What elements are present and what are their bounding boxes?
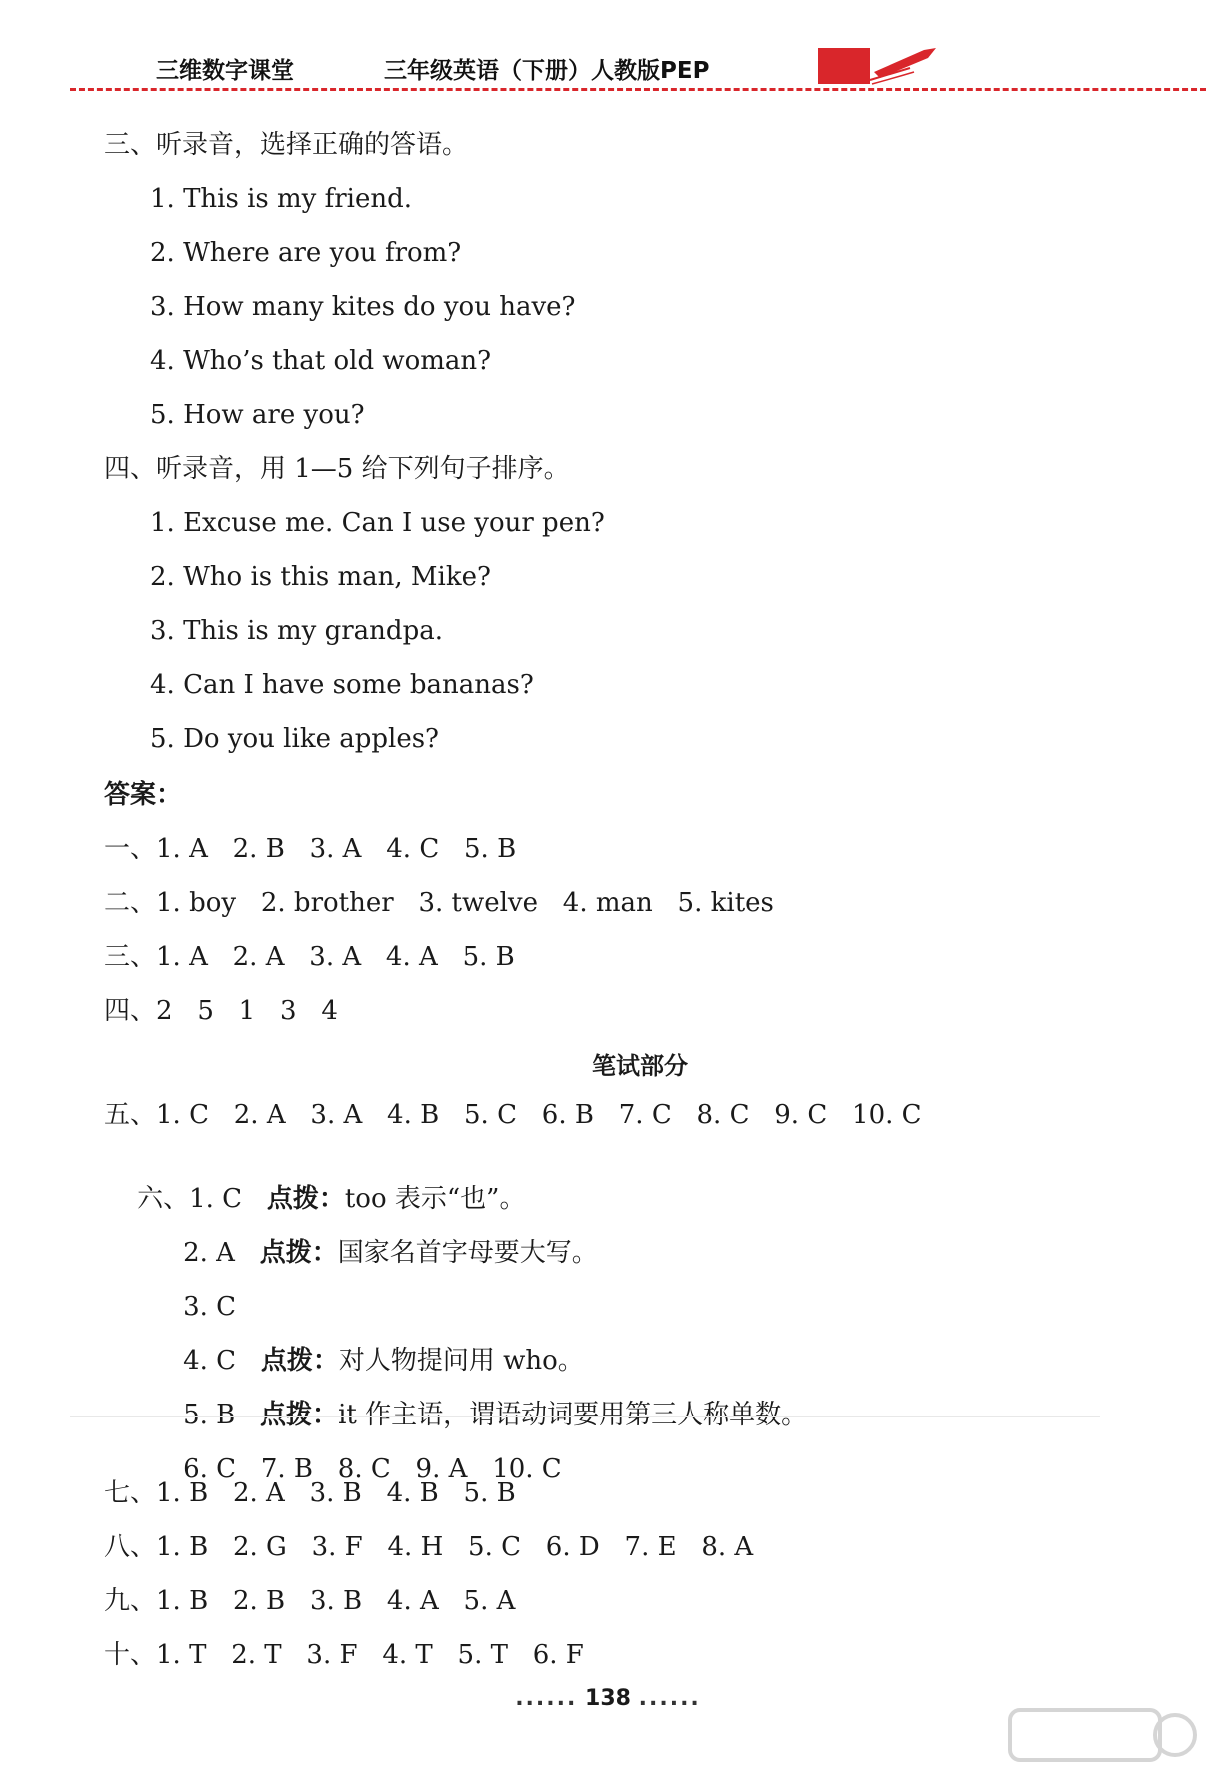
- list-item: 1. Excuse me. Can I use your pen?: [150, 508, 605, 538]
- answer-prefix: 六、1. C: [137, 1184, 267, 1214]
- rocket-logo-icon: [818, 44, 938, 88]
- list-item: 2. Who is this man, Mike?: [150, 562, 491, 592]
- page-number: 138: [585, 1686, 631, 1711]
- footer-dots: ......: [515, 1686, 578, 1711]
- answer-prefix: 3. C: [183, 1292, 237, 1322]
- list-item: 2. Where are you from?: [150, 238, 462, 268]
- answer-row: 三、1. A 2. A 3. A 4. A 5. B: [104, 942, 515, 972]
- answer-row: 八、1. B 2. G 3. F 4. H 5. C 6. D 7. E 8. A: [104, 1532, 754, 1562]
- footer-dots: ......: [638, 1686, 701, 1711]
- answer-prefix: 2. A: [183, 1238, 260, 1268]
- answer-row: 四、2 5 1 3 4: [104, 996, 338, 1026]
- list-item: 5. How are you?: [150, 400, 365, 430]
- answer-row: 九、1. B 2. B 3. B 4. A 5. A: [104, 1586, 516, 1616]
- tip-text: 对人物提问用 who。: [338, 1346, 584, 1376]
- header-divider: [70, 88, 1206, 91]
- answer-row: 七、1. B 2. A 3. B 4. B 5. B: [104, 1478, 516, 1508]
- watermark-icon: [1000, 1700, 1200, 1780]
- written-part-title: 笔试部分: [592, 1052, 688, 1080]
- tip-label: 点拨：: [260, 1400, 339, 1430]
- tip-text: 国家名首字母要大写。: [337, 1238, 598, 1268]
- list-item: 3. This is my grandpa.: [150, 616, 443, 646]
- tip-label: 点拨：: [260, 1346, 339, 1376]
- list-item: 4. Who’s that old woman?: [150, 346, 492, 376]
- answer-row: 十、1. T 2. T 3. F 4. T 5. T 6. F: [104, 1640, 584, 1670]
- header-series-title: 三维数字课堂: [156, 58, 294, 84]
- answer-row: 五、1. C 2. A 3. A 4. B 5. C 6. B 7. C 8. C 9. C 10. C: [104, 1100, 922, 1130]
- header-book-title: 三年级英语（下册）人教版PEP: [384, 58, 710, 84]
- list-item: 4. Can I have some bananas?: [150, 670, 534, 700]
- list-item: 1. This is my friend.: [150, 184, 413, 214]
- answer-prefix: 5. B: [183, 1400, 261, 1430]
- list-item: 5. Do you like apples?: [150, 724, 439, 754]
- tip-label: 点拨：: [259, 1238, 338, 1268]
- tip-text: it 作主语，谓语动词要用第三人称单数。: [338, 1400, 808, 1430]
- answer-prefix: 4. C: [183, 1346, 261, 1376]
- tip-label: 点拨：: [266, 1184, 345, 1214]
- section-title-4: 四、听录音，用 1—5 给下列句子排序。: [104, 454, 570, 484]
- list-item: 3. How many kites do you have?: [150, 292, 576, 322]
- faint-divider: [70, 1416, 1100, 1417]
- answer-prefix: 6. C 7. B 8. C 9. A 10. C: [183, 1454, 562, 1484]
- tip-text: too 表示“也”。: [344, 1184, 526, 1214]
- answers-heading: 答案：: [104, 780, 183, 810]
- section-title-3: 三、听录音，选择正确的答语。: [104, 130, 469, 160]
- answer-row: 二、1. boy 2. brother 3. twelve 4. man 5. kites: [104, 888, 774, 918]
- answer-row: 一、1. A 2. B 3. A 4. C 5. B: [104, 834, 517, 864]
